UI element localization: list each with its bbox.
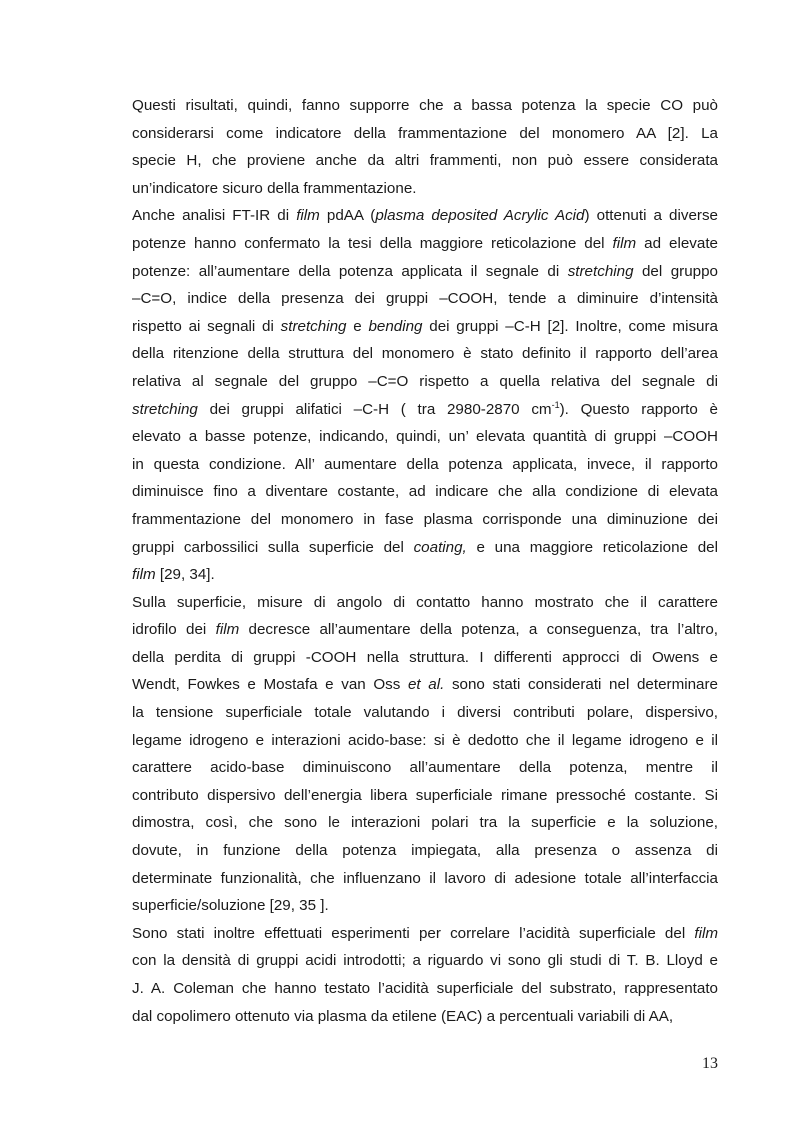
paragraph [132, 920, 718, 1030]
text-line: frammentazione del monomero in fase plasma corrisponde una diminuzione dei [132, 510, 718, 528]
text-line: –C=O, indice della presenza dei gruppi –COOH, tende a diminuire d’intensità [132, 290, 718, 308]
text-line: potenze: all’aumentare della potenza applicata il segnale di stretching del gruppo [132, 262, 718, 280]
text-line: contributo dispersivo dell’energia libera superficiale rimane pressoché costante. Si [132, 786, 718, 804]
text-line: Sulla superficie, misure di angolo di contatto hanno mostrato che il carattere [132, 593, 718, 611]
italic-term: stretching [280, 317, 347, 335]
text-line: considerarsi come indicatore della frammentazione del monomero AA [2]. La [132, 124, 718, 142]
text-line: della ritenzione della struttura del monomero è stato definito il rapporto dell’area [132, 345, 718, 363]
text-line: dimostra, così, che sono le interazioni polari tra la superficie e la soluzione, [132, 814, 718, 832]
text-line: Questi risultati, quindi, fanno supporre che a bassa potenza la specie CO può [132, 97, 718, 114]
italic-term: film [612, 234, 637, 252]
text-line: idrofilo dei film decresce all’aumentare della potenza, a conseguenza, tra l’altro, [132, 621, 719, 639]
text-line: dovute, in funzione della potenza impiegata, alla presenza o assenza di [132, 842, 718, 860]
text-line: legame idrogeno e interazioni acido-base: si è dedotto che il legame idrogeno e il [132, 731, 718, 749]
text-line: Wendt, Fowkes e Mostafa e van Oss et al. sono stati considerati nel determinare [132, 676, 718, 694]
italic-term: stretching [132, 400, 198, 418]
superscript: -1 [551, 399, 560, 410]
italic-term: film [215, 621, 240, 639]
text-line: determinate funzionalità, che influenzano il lavoro di adesione totale all’interfaccia [132, 869, 718, 887]
text-line: potenze hanno confermato la tesi della maggiore reticolazione del film ad elevate [132, 234, 718, 252]
text-line: Sono stati inoltre effettuati esperimenti per correlare l’acidità superficiale del film [132, 924, 718, 942]
page-number: 13 [702, 1055, 718, 1072]
text-line: dal copolimero ottenuto via plasma da etilene (EAC) a percentuali variabili di AA, [132, 1007, 674, 1025]
text-line: carattere acido-base diminuiscono all’aumentare della potenza, mentre il [132, 759, 718, 777]
text-line: specie H, che proviene anche da altri frammenti, non può essere considerata [132, 152, 718, 170]
text-line: rispetto ai segnali di stretching e bending dei gruppi –C-H [2]. Inoltre, come misura [132, 317, 718, 335]
italic-term: et al. [407, 676, 445, 694]
text-line: un’indicatore sicuro della frammentazione. [132, 179, 417, 197]
text-line: Anche analisi FT-IR di film pdAA (plasma deposited Acrylic Acid) ottenuti a diverse [132, 207, 718, 225]
italic-term: stretching [567, 262, 634, 280]
italic-term: coating, [413, 538, 467, 556]
italic-term: film [694, 924, 718, 942]
text-line: superficie/soluzione [29, 35 ]. [132, 897, 329, 915]
body-text [132, 92, 718, 1030]
text-line: stretching dei gruppi alifatici –C-H ( tra 2980-2870 $cm^{-1}$). Questo rapporto è [132, 399, 718, 418]
italic-term: film [296, 207, 320, 225]
text-line: in questa condizione. All’ aumentare della potenza applicata, invece, il rapporto [132, 455, 718, 473]
text-line: la tensione superficiale totale valutando i diversi contributi polare, dispersivo, [132, 704, 718, 722]
italic-term: plasma deposited Acrylic Acid [375, 207, 585, 225]
text-line: elevato a basse potenze, indicando, quindi, un’ elevata quantità di gruppi –COOH [132, 428, 718, 446]
paragraph [132, 202, 718, 588]
text-line: gruppi carbossilici sulla superficie del coating, e una maggiore reticolazione del [132, 538, 718, 556]
text-line: con la densità di gruppi acidi introdotti; a riguardo vi sono gli studi di T. B. Lloyd e [132, 952, 718, 970]
text-line: film [29, 34]. [132, 566, 215, 584]
text-line: diminuisce fino a diventare costante, ad indicare che alla condizione di elevata [132, 483, 718, 501]
text-line: relativa al segnale del gruppo –C=O rispetto a quella relativa del segnale di [132, 372, 718, 390]
text-line: J. A. Coleman che hanno testato l’acidità superficiale del substrato, rappresentato [132, 980, 718, 997]
paragraph [132, 589, 718, 920]
italic-term: film [132, 566, 156, 584]
text-line: della perdita di gruppi -COOH nella struttura. I differenti approcci di Owens e [132, 648, 718, 666]
paragraph [132, 92, 718, 202]
italic-term: bending [368, 317, 423, 335]
